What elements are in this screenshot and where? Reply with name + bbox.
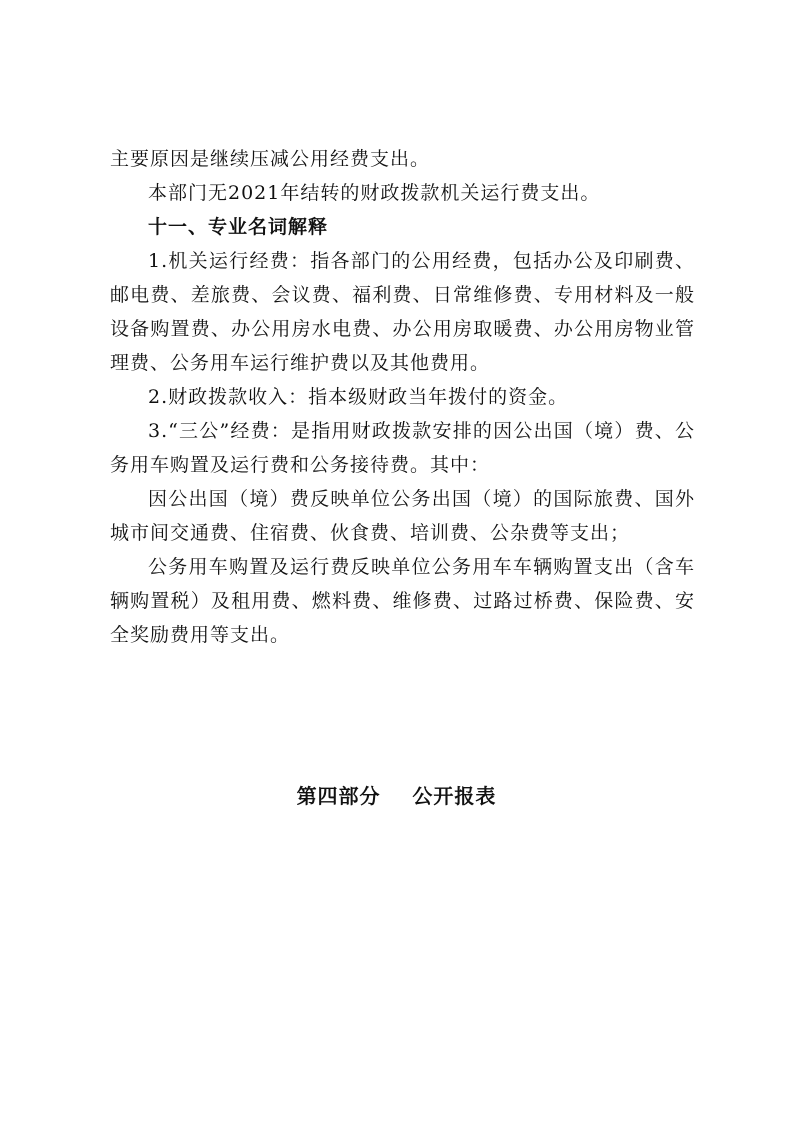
paragraph-operating-expenses: 1.机关运行经费：指各部门的公用经费，包括办公及印刷费、邮电费、差旅费、会议费、福利费、日常维修费、专用材料及一般设备购置费、办公用房水电费、办公用房取暖费、办公用房物业管理费、公务用车运行维护费以及其他费用。 xyxy=(110,250,695,374)
paragraph-carryover: 本部门无2021年结转的财政拨款机关运行费支出。 xyxy=(148,182,601,204)
section-heading-terms: 十一、专业名词解释 xyxy=(148,216,329,238)
paragraph-expense-reason: 主要原因是继续压减公用经费支出。 xyxy=(110,148,431,170)
part-title: 第四部分 公开报表 xyxy=(296,784,497,808)
body-text xyxy=(110,142,695,652)
paragraph-three-public-expenses: 3.“三公”经费：是指用财政拨款安排的因公出国（境）费、公务用车购置及运行费和公务接待费。其中： xyxy=(110,420,695,476)
paragraph-overseas-travel: 因公出国（境）费反映单位公务出国（境）的国际旅费、国外城市间交通费、住宿费、伙食费、培训费、公杂费等支出； xyxy=(110,488,695,544)
paragraph-fiscal-appropriation: 2.财政拨款收入：指本级财政当年拨付的资金。 xyxy=(148,386,569,408)
paragraph-official-vehicles: 公务用车购置及运行费反映单位公务用车车辆购置支出（含车辆购置税）及租用费、燃料费、维修费、过路过桥费、保险费、安全奖励费用等支出。 xyxy=(110,556,695,646)
